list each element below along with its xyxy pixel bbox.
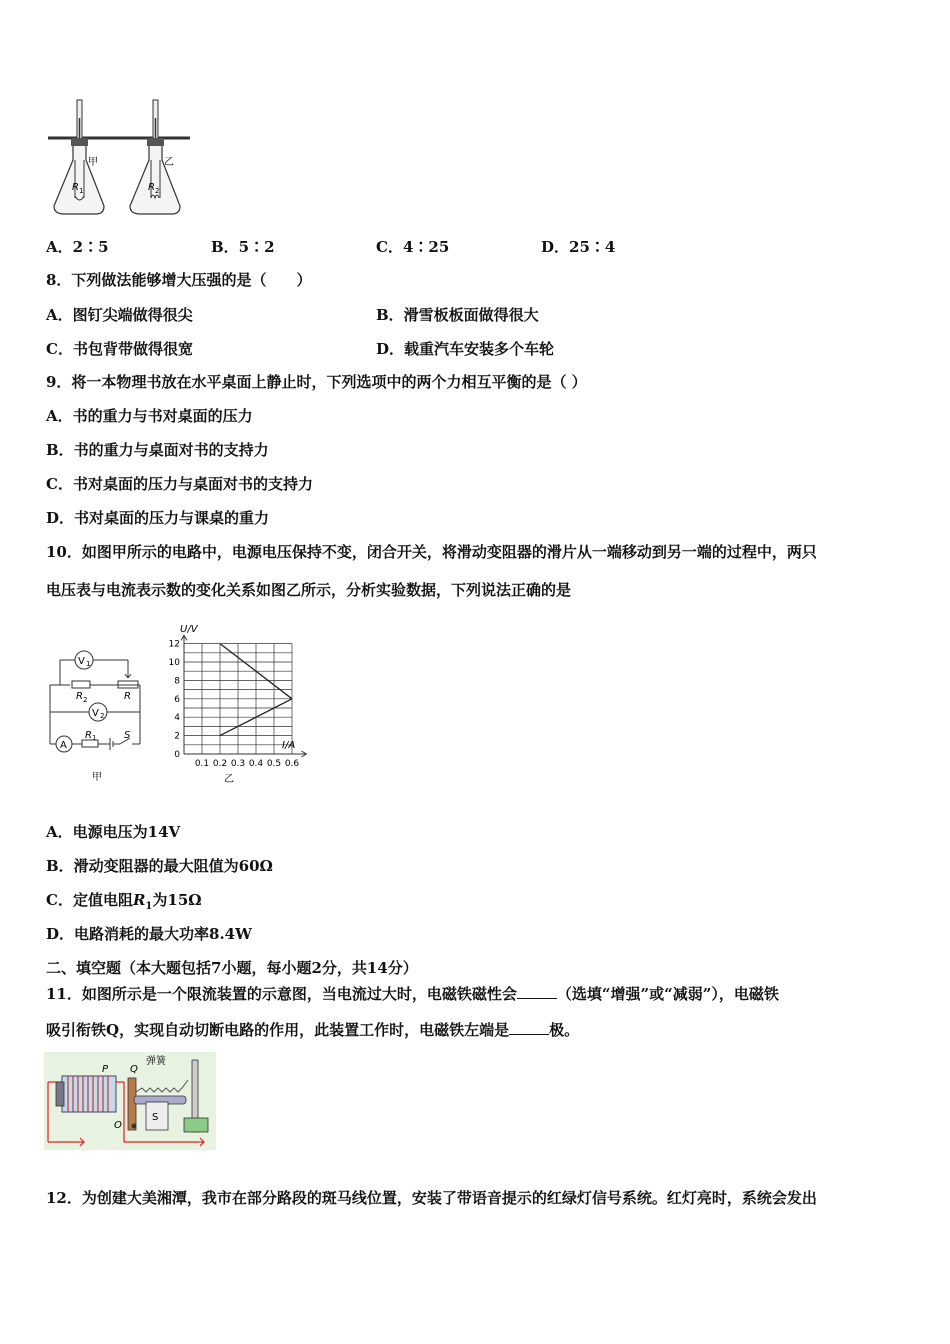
circuit-diagram (40, 640, 150, 785)
graph-xtick-label: 0.5 (266, 759, 282, 769)
q7-option-b[interactable]: B．5∶2 (211, 238, 275, 256)
q10-option-c-prefix: C．定值电阻 (46, 891, 133, 909)
q10-option-c-rest: 为15Ω (152, 891, 202, 909)
flask-yi-r2-sub: 2 (155, 187, 160, 195)
q7-option-c[interactable]: C．4∶25 (376, 238, 450, 256)
limiter-p-label: P (102, 1064, 109, 1075)
graph-xtick-label: 0.3 (230, 759, 246, 769)
graph-ytick-label: 2 (174, 731, 180, 742)
graph-ytick-label: 10 (168, 658, 180, 668)
graph-xtick-label: 0.6 (284, 759, 300, 769)
flask-jia-label: 甲 (88, 157, 98, 168)
graph-ytick-label: 0 (174, 750, 180, 760)
graph-ylabel: U/V (180, 624, 198, 635)
flask-yi-label: 乙 (164, 157, 174, 168)
current-limiter-figure (44, 1052, 216, 1150)
circuit-r-label: R (124, 691, 131, 702)
q10-option-c-r: R (132, 891, 146, 909)
flasks-figure (44, 98, 194, 218)
q8-option-b[interactable]: B．滑雪板板面做得很大 (376, 306, 539, 324)
q10-option-a[interactable]: A．电源电压为14V (46, 823, 181, 841)
q8-option-c[interactable]: C．书包背带做得很宽 (46, 340, 193, 358)
circuit-v2-sub: 2 (100, 712, 105, 720)
graph-ytick-label: 8 (174, 676, 180, 687)
circuit-v1-sub: 1 (86, 660, 91, 668)
flask-yi-r2: R (148, 182, 155, 193)
limiter-s-label: S (152, 1112, 159, 1123)
circuit-r2-sub: 2 (83, 696, 88, 704)
section2-heading: 二、填空题（本大题包括7小题，每小题2分，共14分） (46, 959, 418, 977)
q10-stem-line2: 电压表与电流表示数的变化关系如图乙所示，分析实验数据，下列说法正确的是 (46, 581, 572, 599)
circuit-r2-label: R (76, 691, 83, 702)
circuit-v2-label: V (92, 708, 99, 719)
graph-xlabel: I/A (282, 740, 296, 751)
circuit-r1-sub: 1 (92, 734, 97, 742)
limiter-spring-label: 弹簧 (146, 1056, 166, 1067)
limiter-o-label: O (114, 1120, 122, 1131)
circuit-caption: 甲 (92, 772, 102, 783)
ui-graph (158, 618, 308, 786)
graph-ytick-label: 4 (174, 713, 180, 724)
circuit-r1-label: R (85, 730, 92, 741)
circuit-ammeter-label: A (60, 740, 67, 751)
circuit-v1-label: V (78, 656, 85, 667)
q11-blank-1[interactable] (517, 984, 557, 999)
limiter-q-label: Q (130, 1064, 138, 1075)
q7-option-a[interactable]: A．2∶5 (46, 238, 109, 256)
q8-option-a[interactable]: A．图钉尖端做得很尖 (46, 306, 193, 324)
q9-option-b[interactable]: B．书的重力与桌面对书的支持力 (46, 441, 269, 459)
q11-line1 (46, 984, 779, 1004)
q11-line2-b: 极。 (549, 1021, 580, 1039)
q11-blank-2[interactable] (509, 1020, 549, 1035)
q10-stem-line1: 10．如图甲所示的电路中，电源电压保持不变，闭合开关，将滑动变阻器的滑片从一端移动到另一端的过程中，两只 (46, 543, 817, 561)
graph-ytick-label: 6 (174, 694, 180, 705)
q9-option-d[interactable]: D．书对桌面的压力与课桌的重力 (46, 509, 270, 527)
q9-option-a[interactable]: A．书的重力与书对桌面的压力 (46, 407, 253, 425)
graph-ytick-label: 12 (168, 639, 180, 650)
flask-jia-r1: R (72, 182, 79, 193)
q9-option-c[interactable]: C．书对桌面的压力与桌面对书的支持力 (46, 475, 313, 493)
circuit-switch-label: S (124, 730, 131, 741)
q10-option-b[interactable]: B．滑动变阻器的最大阻值为60Ω (46, 857, 273, 875)
q11-line1-b: （选填“增强”或“减弱”），电磁铁 (556, 985, 779, 1003)
q10-option-c-sub: 1 (145, 901, 153, 912)
graph-xtick-label: 0.1 (194, 759, 210, 769)
graph-xtick-label: 0.2 (212, 759, 228, 769)
q8-stem: 8．下列做法能够增大压强的是（ ） (46, 271, 312, 289)
q10-option-c[interactable] (46, 890, 202, 917)
q9-stem: 9．将一本物理书放在水平桌面上静止时，下列选项中的两个力相互平衡的是（ ） (46, 373, 587, 391)
q8-option-d[interactable]: D．载重汽车安装多个车轮 (376, 340, 555, 358)
q11-line1-a: 11．如图所示是一个限流装置的示意图，当电流过大时，电磁铁磁性会 (46, 985, 517, 1003)
graph-xtick-label: 0.4 (248, 759, 264, 769)
q11-line2-a: 吸引衔铁Q，实现自动切断电路的作用，此装置工作时，电磁铁左端是 (46, 1021, 510, 1039)
q7-option-d[interactable]: D．25∶4 (541, 238, 616, 256)
q12-line1: 12．为创建大美湘潭，我市在部分路段的斑马线位置，安装了带语音提示的红绿灯信号系统。红灯亮时，系统会发出 (46, 1189, 817, 1207)
q11-line2 (46, 1020, 579, 1040)
flask-jia-r1-sub: 1 (79, 187, 84, 195)
q10-option-d[interactable]: D．电路消耗的最大功率8.4W (46, 925, 252, 943)
graph-caption: 乙 (224, 774, 234, 785)
